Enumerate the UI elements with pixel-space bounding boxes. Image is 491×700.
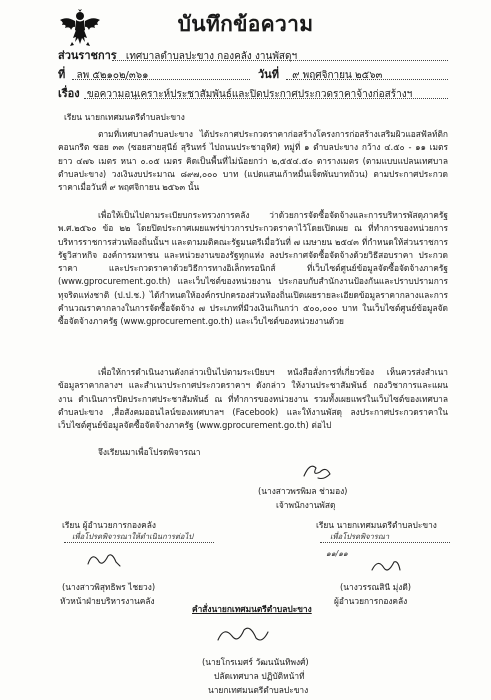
right-position: ผู้อำนวยการกองคลัง <box>334 596 408 606</box>
closing-line: จึงเรียนมาเพื่อโปรดพิจารณา <box>98 447 201 457</box>
left-signature <box>84 548 124 572</box>
left-position: หัวหน้าฝ่ายบริหารงานคลัง <box>60 596 155 606</box>
date-label: วันที่ <box>258 68 279 81</box>
memo-title: บันทึกข้อความ <box>177 12 314 36</box>
mayor-signature <box>212 622 272 648</box>
right-handwritten-note: เพื่อโปรดพิจารณา <box>330 532 390 541</box>
ref-value: ลพ ๕๒๑๐๒/๓๖๑ <box>76 70 149 81</box>
date-row <box>258 65 382 83</box>
officer-signature <box>300 458 336 482</box>
agency-label: ส่วนราชการ <box>58 49 117 62</box>
subject-row <box>58 84 412 102</box>
mayor-position-2: นายกเทศมนตรีตำบลปะขาง <box>208 685 309 695</box>
subject-dotted-line <box>84 98 448 99</box>
right-to-line: เรียน นายกเทศมนตรีตำบลปะขาง <box>316 520 437 530</box>
left-note-line <box>64 542 214 543</box>
right-handwritten-date: ๑๑/๑๑ <box>326 549 348 558</box>
agency-dotted-line <box>112 60 448 61</box>
paragraph-2: เพื่อให้เป็นไปตามระเบียบกระทรวงการคลัง ว่าด้วยการจัดซื้อจัดจ้างและการบริหารพัสดุภาครัฐ พ.ศ.๒๕๖๐ ข้อ ๒๒ โดยปิดประกาศเผยแพร่ข่าวการประกวดราคาไว้โดยเปิดเผย ณ ที่ทำการของหน่วยการบริหารราชการส่วนท้องถิ่นนั้นฯ และตามมติคณะรัฐมนตรีเมื่อวันที่ ๗ เมษายน ๒๕๔๓ ที่กำหนดให้ส่วนราชการ รัฐวิสาหกิจ องค์การมหาชน และหน่วยงานของรัฐทุกแห่ง ลงประกาศจัดซื้อจัดจ้างด้วยวิธีสอบราคา ประกวดราคา และประกวดราคาด้วยวิธีการทางอิเล็กทรอนิกส์ ที่เว็บไซต์ศูนย์ข้อมูลจัดซื้อจัดจ้างภาครัฐ (www.gprocurement.go.th) และเว็บไซต์ของหน่วยงาน ประกอบกับสำนักงานป้องกันและปราบปรามการทุจริตแห่งชาติ (ป.ป.ช.) ได้กำหนดให้องค์กรปกครองส่วนท้องถิ่นเปิดเผยรายละเอียดข้อมูลราคากลางและการคำนวณราคากลางในการจัดซื้อจัดจ้าง ๗ ประเภทที่มีวงเงินเกินกว่า ๕๐๐,๐๐๐ บาท ในเว็บไซต์ศูนย์ข้อมูลจัดซื้อจัดจ้างภาครัฐ (www.gprocurement.go.th) และเว็บไซต์ของหน่วยงานด้วย <box>58 210 448 327</box>
order-title: คำสั่งนายกเทศมนตรีตำบลปะขาง <box>192 604 312 614</box>
ref-dotted-line <box>72 79 250 80</box>
right-note-line <box>320 542 450 543</box>
mayor-name: (นายโกรเมศร์ วัฒนนันทิพงศ์) <box>202 657 309 667</box>
ref-row <box>58 65 148 83</box>
officer-name: (นางสาวพรพิมล ช่ามอง) <box>258 486 348 496</box>
right-name: (นางวรรณสินี มุ่งดี) <box>340 582 412 592</box>
left-handwritten-note: เพื่อโปรดพิจารณาให้ดำเนินการต่อไป <box>72 532 194 541</box>
agency-row <box>58 46 297 64</box>
date-value: ๙ พฤศจิกายน ๒๕๖๓ <box>292 70 383 81</box>
left-name: (นางสาวพิสุทธิพร ไชยวง) <box>62 582 156 592</box>
agency-value: เทศบาลตำบลปะขาง กองคลัง งานพัสดุฯ <box>125 51 298 62</box>
paragraph-3: เพื่อให้การดำเนินงานดังกล่าวเป็นไปตามระเบียบฯ หนังสือสั่งการที่เกี่ยวข้อง เห็นควรส่งสำเนาข้อมูลราคากลางฯ และสำเนาประกาศประกวดราคาฯ ดังกล่าว ให้งานประชาสัมพันธ์ กองวิชาการและแผนงาน ดำเนินการปิดประกาศประชาสัมพันธ์ ณ ที่ทำการของหน่วยงาน รวมทั้งเผยแพร่ในเว็บไซต์ของเทศบาลตำบลปะขาง ,สื่อสังคมออนไลน์ของเทศบาลฯ (Facebook) และให้งานพัสดุ ลงประกาศประกวดราคาในเว็บไซต์ศูนย์ข้อมูลจัดซื้อจัดจ้างภาครัฐ (www.gprocurement.go.th) ต่อไป <box>58 367 448 431</box>
subject-value: ขอความอนุเคราะห์ประชาสัมพันธ์และปิดประกาศประกวดราคาจ้างก่อสร้างฯ <box>86 89 413 100</box>
mayor-position-1: ปลัดเทศบาล ปฏิบัติหน้าที่ <box>214 671 305 681</box>
right-signature <box>368 556 404 578</box>
salutation: เรียน นายกเทศมนตรีตำบลปะขาง <box>64 112 185 122</box>
subject-label: เรื่อง <box>58 87 80 100</box>
date-dotted-line <box>286 79 448 80</box>
ref-label: ที่ <box>58 68 66 81</box>
officer-position: เจ้าพนักงานพัสดุ <box>276 500 336 510</box>
left-to-line: เรียน ผู้อำนวยการกองคลัง <box>62 520 156 530</box>
paragraph-1: ตามที่เทศบาลตำบลปะขาง ได้ประกาศประกวดราคาก่อสร้างโครงการก่อสร้างเสริมผิวแอสฟัลท์ติกคอนกรีต ซอย ๓๓ (ซอยสายสุนีย์ สุรินทร์ ไปถนนประชาอุทิศ) หมู่ที่ ๑ ตำบลปะขาง กว้าง ๔.๕๐ - ๑๑ เมตร ยาว ๔๗๖ เมตร หนา ๐.๐๕ เมตร คิดเป็นพื้นที่ไม่น้อยกว่า ๒,๕๕๔.๕๐ ตารางเมตร (ตามแบบแปลนเทศบาลตำบลปะขาง) วงเงินงบประมาณ ๘๙๗,๐๐๐ บาท (แปดแสนเก้าหมื่นเจ็ดพันบาทถ้วน) ตามประกาศประกวดราคาเมื่อวันที่ ๙ พฤศจิกายน ๒๕๖๓ นั้น <box>58 129 448 193</box>
